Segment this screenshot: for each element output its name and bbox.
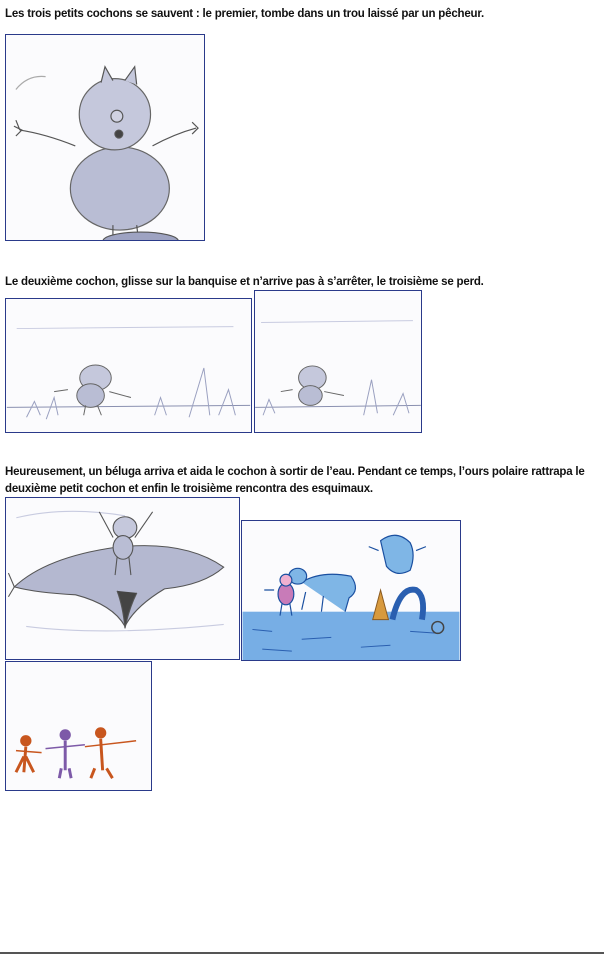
caption-beluga-line1: Heureusement, un béluga arriva et aida le cochon à sortir de l’eau. Pendant ce temps, l’ours polaire rattrapa le — [5, 466, 585, 478]
drawing-pig-lost — [254, 290, 422, 433]
caption-second-pig: Le deuxième cochon, glisse sur la banquise et n’arrive pas à s’arrêter, le troisième se perd. — [5, 276, 484, 288]
page-bottom-edge — [0, 952, 604, 954]
drawing-pig-falling — [5, 34, 205, 241]
drawing-beluga-rescue — [5, 497, 240, 660]
caption-beluga-line2: deuxième petit cochon et enfin le troisième rencontra des esquimaux. — [5, 483, 373, 495]
caption-first-pig: Les trois petits cochons se sauvent : le premier, tombe dans un trou laissé par un pêcheur. — [5, 8, 484, 20]
drawing-pig-sliding — [5, 298, 252, 433]
drawing-eskimos — [5, 661, 152, 791]
drawing-bear-catching-pig — [241, 520, 461, 661]
